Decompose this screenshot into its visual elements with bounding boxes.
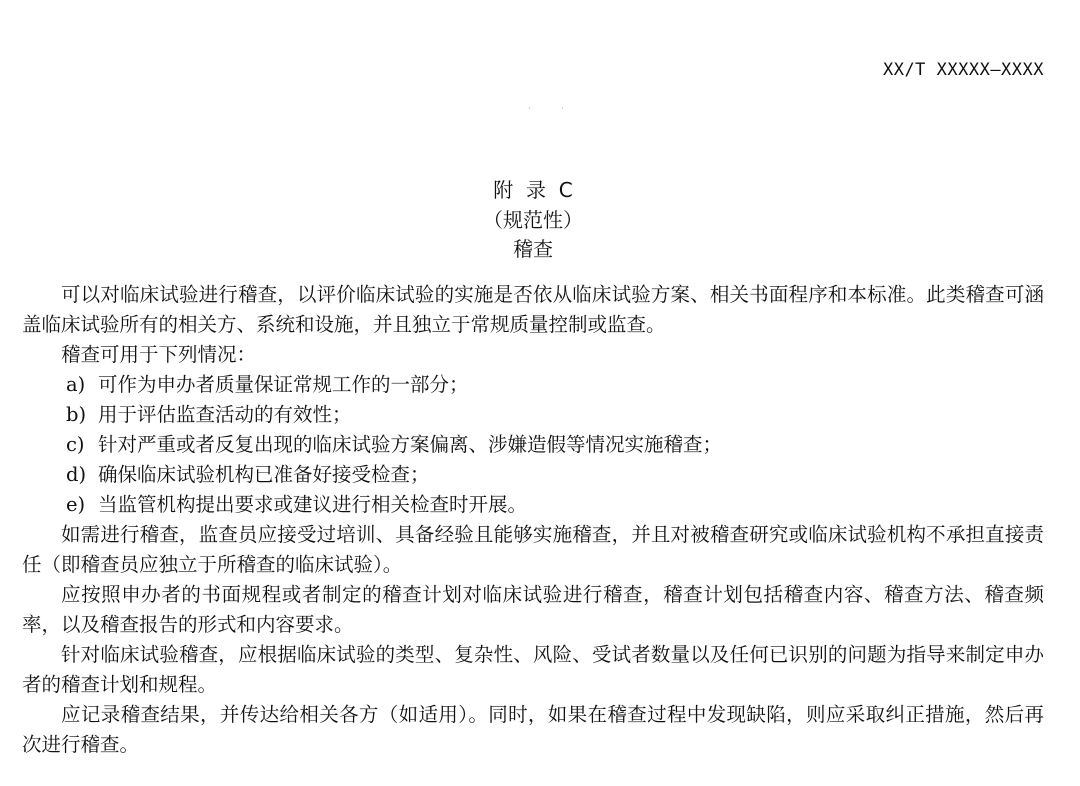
list-marker: b) xyxy=(66,403,87,426)
plan-paragraph: 应按照申办者的书面规程或者制定的稽查计划对临床试验进行稽查，稽查计划包括稽查内容、稽查方法、稽查频率，以及稽查报告的形式和内容要求。 xyxy=(22,583,1044,636)
list-marker: a) xyxy=(66,373,86,396)
print-marks: · · xyxy=(528,104,578,113)
risk-paragraph: 针对临床试验稽查，应根据临床试验的类型、复杂性、风险、受试者数量以及任何已识别的问题为指导来制定申办者的稽查计划和规程。 xyxy=(22,643,1044,696)
list-item xyxy=(22,490,1044,520)
list-marker: c) xyxy=(66,433,85,456)
appendix-label: 附 录 C xyxy=(493,178,573,202)
list-item xyxy=(22,400,1044,430)
intro-paragraph: 可以对临床试验进行稽查，以评价临床试验的实施是否依从临床试验方案、相关书面程序和本标准。此类稽查可涵盖临床试验所有的相关方、系统和设施，并且独立于常规质量控制或监查。 xyxy=(22,283,1044,336)
appendix-title: 稽查 xyxy=(513,237,553,261)
list-text: 可作为申办者质量保证常规工作的一部分； xyxy=(98,373,469,396)
list-item xyxy=(22,460,1044,490)
appendix-type: （规范性） xyxy=(483,207,583,232)
list-marker: d) xyxy=(66,463,87,486)
list-marker: e) xyxy=(66,493,86,516)
list-text: 当监管机构提出要求或建议进行相关检查时开展。 xyxy=(98,493,528,516)
appendix-body xyxy=(22,280,1044,760)
document-code: XX/T XXXXX—XXXX xyxy=(882,60,1044,80)
list-text: 确保临床试验机构已准备好接受检查； xyxy=(98,463,430,486)
appendix-heading xyxy=(0,176,1066,265)
record-paragraph: 应记录稽查结果，并传达给相关各方（如适用）。同时，如果在稽查过程中发现缺陷，则应采取纠正措施，然后再次进行稽查。 xyxy=(22,703,1044,756)
list-text: 用于评估监查活动的有效性； xyxy=(98,403,352,426)
list-item xyxy=(22,430,1044,460)
auditor-paragraph: 如需进行稽查，监查员应接受过培训、具备经验且能够实施稽查，并且对被稽查研究或临床试验机构不承担直接责任（即稽查员应独立于所稽查的临床试验）。 xyxy=(22,523,1044,576)
list-item xyxy=(22,370,1044,400)
list-intro: 稽查可用于下列情况： xyxy=(61,343,257,366)
list-text: 针对严重或者反复出现的临床试验方案偏离、涉嫌造假等情况实施稽查； xyxy=(98,433,723,456)
